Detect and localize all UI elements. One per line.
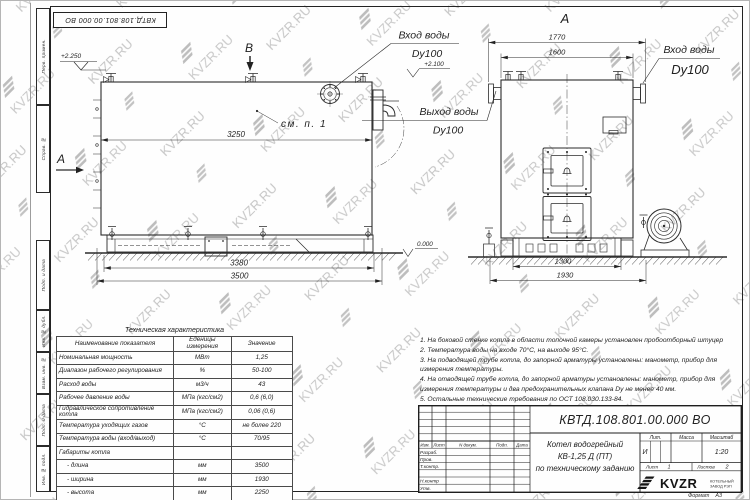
cell-name: Номинальная мощность	[57, 352, 174, 365]
cell-value: 3500	[231, 460, 293, 473]
view-a-label: А	[560, 11, 570, 26]
top-valves-front	[503, 72, 623, 81]
product-title-2: КВ-1,25 Д (ПТ)	[557, 452, 613, 461]
dim-1930: 1930	[556, 270, 574, 280]
cell-value: 0,06 (0,6)	[231, 405, 293, 420]
cell-name: Расход воды	[57, 378, 174, 391]
water-inlet-label-front: Вход воды	[663, 44, 715, 56]
header-value: Значение	[231, 337, 293, 352]
note-3: 3. На подводящей трубе котла, до запорной арматуры установлены: манометр, прибор для измерения температуры.	[420, 357, 718, 374]
lit-value: И	[642, 449, 648, 456]
cell-value	[231, 446, 293, 459]
cell-name: Рабочее давление воды	[57, 392, 174, 405]
row-utv: Утв.	[420, 486, 431, 492]
col-ndoc: N докум.	[459, 442, 477, 448]
sheet-label: Лист	[645, 465, 659, 471]
dim-1600: 1600	[548, 47, 566, 57]
inlet-flange-circle	[317, 81, 343, 107]
view-marker-b: В	[245, 41, 254, 55]
format-note	[688, 493, 728, 499]
elevation-marks-side	[60, 62, 450, 257]
table-row	[57, 433, 293, 446]
tech-characteristics	[56, 327, 293, 500]
strip-label: Подп. и дата	[40, 403, 46, 437]
cell-unit	[174, 446, 231, 459]
boiler-body-side	[101, 82, 372, 235]
row-razrab: Разраб.	[420, 450, 438, 456]
front-dimensions	[489, 39, 647, 285]
cell-name: Габариты котла	[57, 446, 174, 459]
technical-notes	[420, 336, 746, 405]
strip-label: Инв. № подл.	[40, 452, 46, 486]
note-5: 5. Остальные технические требования по ОСТ 108.030.133-84.	[420, 395, 624, 403]
section-marker-a: А	[57, 152, 66, 166]
cell-value: 0,6 (6,0)	[231, 392, 293, 405]
kvzr-logo-sub1: КОТЕЛЬНЫЙ	[710, 479, 734, 484]
col-podp: Подп.	[496, 442, 508, 448]
header-unit: Еденицы измерения	[174, 337, 231, 352]
top-valves-side	[104, 74, 369, 83]
cell-unit: МПа (кгс/см2)	[174, 405, 231, 420]
cell-value: 2250	[231, 487, 293, 500]
tech-table	[56, 336, 293, 500]
cell-value: 43	[231, 378, 293, 391]
mass-label: Масса	[679, 435, 694, 441]
water-outlet-dn: Dy100	[432, 124, 464, 137]
dim-3380: 3380	[230, 258, 248, 268]
col-list: Лист	[433, 442, 445, 448]
cell-name: Гидравлическое сопротивление котла	[57, 405, 174, 420]
table-row	[57, 420, 293, 433]
cell-unit: мм	[174, 487, 231, 500]
cell-name: Температура уходящих газов	[57, 420, 174, 433]
row-prov: Пров.	[420, 458, 433, 463]
kvzr-logo-text: KVZR	[660, 476, 698, 491]
format-value: А3	[715, 492, 722, 499]
table-row	[57, 365, 293, 378]
row-tkontr: Т.контр.	[420, 465, 440, 471]
water-inlet-dn: Dy100	[411, 48, 443, 60]
table-row	[57, 473, 293, 486]
sheet-value: 1	[667, 464, 671, 471]
elevation-2100: +2.100	[424, 61, 444, 68]
scale-label: Масштаб	[709, 435, 734, 441]
cell-name: Температура воды (вход/выход)	[57, 433, 174, 446]
front-view-texts	[549, 11, 715, 280]
elevation-2250: +2.250	[61, 53, 82, 60]
water-inlet-label: Вход воды	[398, 29, 450, 42]
dim-3500: 3500	[230, 271, 249, 281]
kvzr-logo-sub2: ЗАВОД РЭП	[710, 484, 732, 489]
top-stamp-number: КВТД.108.801.00.000 ВО	[64, 15, 156, 25]
table-row	[57, 405, 293, 420]
product-title-1: Котел водогрейный	[546, 440, 624, 449]
access-panel	[603, 117, 626, 134]
strip-label: Взам. инв. №	[40, 356, 46, 390]
row-nkontr: Н.контр	[420, 479, 439, 485]
cell-unit: м3/ч	[174, 378, 231, 391]
cell-unit: °С	[174, 420, 231, 433]
tech-table-title: Техническая характеристика	[124, 327, 225, 334]
side-view-texts	[56, 30, 479, 281]
format-label: Формат	[688, 492, 710, 499]
table-row	[57, 378, 293, 391]
section-markers	[56, 56, 254, 173]
side-view	[56, 44, 496, 286]
scale-value: 1:20	[714, 449, 729, 456]
cell-unit: МПа (кгс/см2)	[174, 392, 231, 405]
kvzr-logo	[637, 476, 734, 491]
lit-label: Лит.	[649, 435, 662, 441]
cell-value: 1,25	[231, 352, 293, 365]
elevation-0000: 0.000	[417, 241, 433, 248]
drain-valve-front-left	[484, 228, 495, 257]
drain-valves-side	[108, 227, 372, 241]
cell-name: - длина	[57, 460, 174, 473]
sheets-value: 2	[725, 464, 729, 471]
col-izm: Изм.	[420, 442, 430, 448]
cell-value: 70/95	[231, 433, 293, 446]
strip-label: Перв. примен.	[40, 39, 46, 74]
table-row	[57, 352, 293, 365]
top-stamp-box	[53, 12, 167, 28]
drain-valve-front-right	[640, 215, 648, 228]
see-note-label: см. п. 1	[281, 119, 328, 130]
cell-value: 50-100	[231, 365, 293, 378]
tech-table-header	[57, 337, 293, 352]
table-row	[57, 446, 293, 459]
cell-unit: мм	[174, 473, 231, 486]
cell-unit: %	[174, 365, 231, 378]
doc-number: КВТД.108.801.00.000 ВО	[559, 413, 711, 427]
col-data: Дата	[516, 442, 528, 448]
cell-value: не более 220	[231, 420, 293, 433]
sheets-label: Листов	[697, 465, 715, 471]
blower-fan	[641, 209, 689, 257]
note-1: 1. На боковой стенке котла в области топочной камеры установлен пробоотборный штуцер	[420, 337, 724, 344]
cell-value: 1930	[231, 473, 293, 486]
water-outlet-label: Выход воды	[419, 106, 479, 118]
dim-1770: 1770	[548, 32, 566, 42]
cell-unit: мм	[174, 460, 231, 473]
table-row	[57, 392, 293, 405]
product-title-3: по техническому заданию	[535, 464, 635, 473]
cell-name: - ширина	[57, 473, 174, 486]
header-name: Наименование показателя	[57, 337, 174, 352]
dim-3250: 3250	[227, 130, 245, 139]
note-4: 4. На отводящей трубе котла, до запорной арматуры установлены: манометр, прибор для измерения температуры и два предохранительных клапана Dу не менее 40 мм.	[420, 376, 716, 393]
cell-name: - высота	[57, 487, 174, 500]
strip-label: Инв. № дубл.	[40, 315, 46, 347]
table-row	[57, 487, 293, 500]
title-block	[418, 405, 742, 493]
water-inlet-dn-front: Dy100	[671, 62, 709, 77]
outlet-pipe	[370, 90, 404, 167]
cell-unit: °С	[174, 433, 231, 446]
strip-label: Подп. и дата	[40, 258, 46, 292]
note-2: 2. Температура воды на входе 70°С, на выходе 95°С.	[420, 347, 589, 355]
cell-name: Диапазон рабочего регулирования	[57, 365, 174, 378]
strip-label: Справ. №	[40, 137, 46, 161]
dim-1300: 1300	[554, 256, 572, 266]
cell-unit: МВт	[174, 352, 231, 365]
ladder-rungs	[93, 100, 101, 208]
table-row	[57, 460, 293, 473]
ground-line-front	[468, 257, 727, 265]
